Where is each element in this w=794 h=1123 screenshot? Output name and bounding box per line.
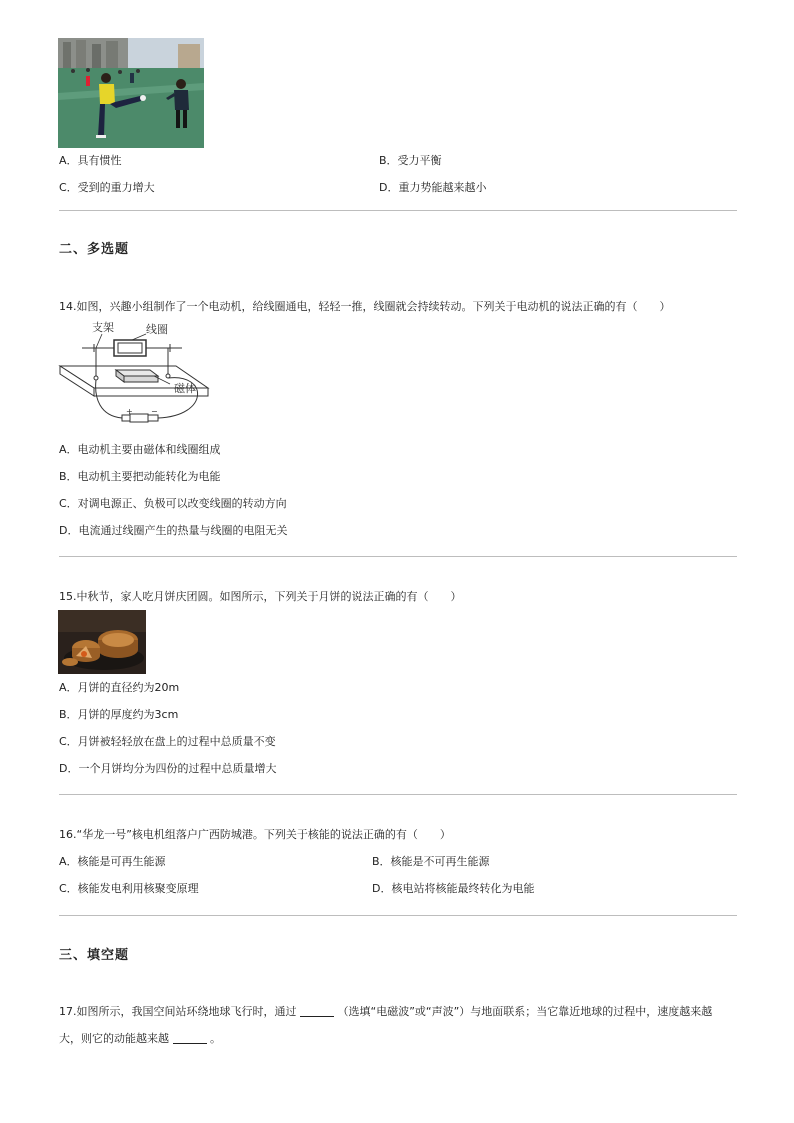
divider	[59, 794, 737, 795]
answer-blank-2[interactable]	[173, 1033, 207, 1044]
q17-text-1a: 17.如图所示，我国空间站环绕地球飞行时，通过	[59, 1005, 297, 1018]
q16-option-d: D．核电站将核能最终转化为电能	[372, 882, 535, 895]
q17-text-2b: 。	[210, 1032, 221, 1045]
q14-option-d: D．电流通过线圈产生的热量与线圈的电阻无关	[59, 524, 288, 537]
label-plus: +	[126, 407, 133, 416]
label-magnet: 磁体	[174, 382, 196, 395]
q17-text-1b: （选填“电磁波”或“声波”）与地面联系；当它靠近地球的过程中，速度越来越	[337, 1005, 713, 1018]
q14-stem: 14.如图，兴趣小组制作了一个电动机，给线圈通电，轻轻一推，线圈就会持续转动。下列关于电动机的说法正确的有（ ）	[59, 300, 671, 313]
label-bracket: 支架	[92, 321, 114, 334]
q17-line-2	[59, 1032, 221, 1046]
divider	[59, 556, 737, 557]
q17-text-2a: 大，则它的动能越来越	[59, 1032, 169, 1045]
q17-line-1	[59, 1005, 712, 1019]
q16-option-a: A．核能是可再生能源	[59, 855, 166, 868]
q13-option-c: C．受到的重力增大	[59, 181, 155, 194]
q14-option-b: B．电动机主要把动能转化为电能	[59, 470, 221, 483]
q14-option-c: C．对调电源正、负极可以改变线圈的转动方向	[59, 497, 287, 510]
section-title-fill-blank: 三、填空题	[59, 948, 130, 963]
q14-option-a: A．电动机主要由磁体和线圈组成	[59, 443, 221, 456]
motor-diagram	[58, 318, 218, 428]
q13-option-a: A．具有惯性	[59, 154, 122, 167]
divider	[59, 915, 737, 916]
label-coil: 线圈	[146, 323, 168, 336]
q15-option-d: D．一个月饼均分为四份的过程中总质量增大	[59, 762, 277, 775]
mooncake-photo	[58, 610, 146, 674]
q15-option-b: B．月饼的厚度约为3cm	[59, 708, 179, 721]
section-title-multi-choice: 二、多选题	[59, 242, 130, 257]
divider	[59, 210, 737, 211]
answer-blank-1[interactable]	[300, 1006, 334, 1017]
label-minus: −	[151, 407, 158, 416]
q15-option-c: C．月饼被轻轻放在盘上的过程中总质量不变	[59, 735, 276, 748]
q16-option-b: B．核能是不可再生能源	[372, 855, 490, 868]
q15-option-a: A．月饼的直径约为20m	[59, 681, 180, 694]
q16-option-c: C．核能发电利用核聚变原理	[59, 882, 199, 895]
q13-option-b: B．受力平衡	[379, 154, 442, 167]
football-photo	[58, 38, 204, 148]
q16-stem: 16.“华龙一号”核电机组落户广西防城港。下列关于核能的说法正确的有（ ）	[59, 828, 451, 841]
q13-option-d: D．重力势能越来越小	[379, 181, 487, 194]
q15-stem: 15.中秋节，家人吃月饼庆团圆。如图所示，下列关于月饼的说法正确的有（ ）	[59, 590, 462, 603]
